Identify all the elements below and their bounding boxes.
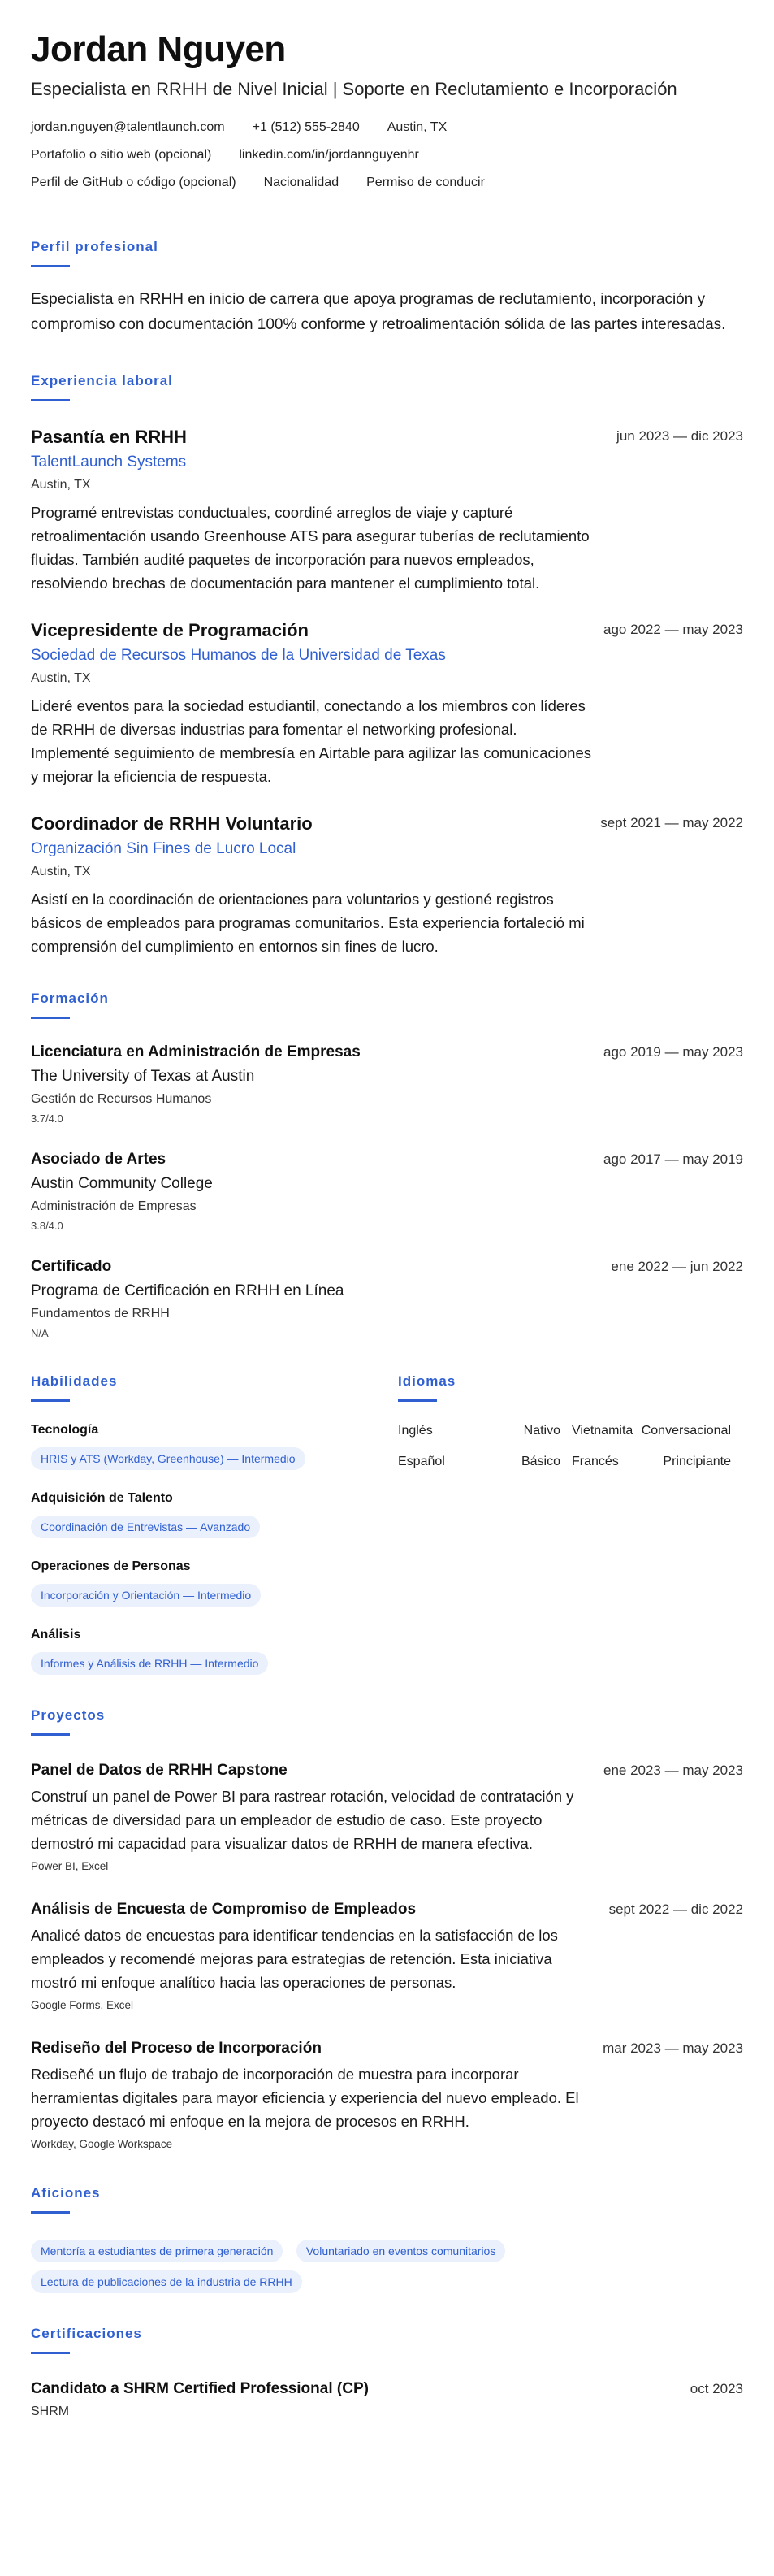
project-dates: mar 2023 — may 2023: [603, 2040, 743, 2056]
language-level: Principiante: [663, 1455, 731, 1468]
experience-location: Austin, TX: [31, 671, 91, 685]
experience-entry: [31, 426, 743, 595]
project-name: Panel de Datos de RRHH Capstone: [31, 1762, 288, 1779]
education-section: [31, 991, 743, 1341]
language-level: Básico: [521, 1455, 560, 1468]
experience-role: Vicepresidente de Programación: [31, 620, 309, 640]
section-rule: [31, 1017, 70, 1019]
language-level: Nativo: [523, 1424, 560, 1438]
section-rule: [31, 2352, 70, 2354]
skill-chip: Informes y Análisis de RRHH — Intermedio: [31, 1652, 268, 1675]
hobby-chip: Mentoría a estudiantes de primera generación: [31, 2240, 283, 2262]
skill-chip: Incorporación y Orientación — Intermedio: [31, 1584, 261, 1607]
education-entry: [31, 1149, 743, 1234]
contact-info: [31, 114, 599, 197]
contact-location: Austin, TX: [387, 120, 448, 134]
section-rule: [31, 265, 70, 267]
education-degree: Licenciatura en Administración de Empresas: [31, 1043, 361, 1060]
hobbies-list: [31, 2231, 746, 2293]
certifications-section: [31, 2326, 743, 2421]
profile-section: [31, 239, 743, 337]
language-name: Francés: [572, 1455, 619, 1468]
hobby-chip: Lectura de publicaciones de la industria de RRHH: [31, 2270, 302, 2293]
language-name: Vietnamita: [572, 1424, 633, 1438]
experience-section: [31, 373, 743, 958]
certification-entry: [31, 2379, 743, 2421]
experience-role: Coordinador de RRHH Voluntario: [31, 813, 313, 834]
contact-email[interactable]: jordan.nguyen@talentlaunch.com: [31, 120, 225, 134]
project-description: Analicé datos de encuestas para identificar tendencias en la satisfacción de los empleados y recomendé mejoras para estrategias de retención. Esta iniciativa mostró mi enfoque analítico hacia las operaciones de personas.: [31, 1927, 558, 1991]
contact-linkedin[interactable]: linkedin.com/in/jordannguyenhr: [239, 148, 419, 162]
candidate-headline: Especialista en RRHH de Nivel Inicial | Soporte en Reclutamiento e Incorporación: [31, 79, 677, 99]
project-dates: ene 2023 — may 2023: [603, 1763, 743, 1778]
education-degree: Asociado de Artes: [31, 1151, 166, 1168]
profile-section-title: Perfil profesional: [31, 239, 158, 254]
project-name: Rediseño del Proceso de Incorporación: [31, 2040, 322, 2057]
project-tech: Google Forms, Excel: [31, 1999, 134, 2011]
skill-group-name: Tecnología: [31, 1423, 99, 1437]
resume-header: [31, 29, 743, 197]
skills-section: [31, 1373, 398, 1675]
education-field: Fundamentos de RRHH: [31, 1307, 170, 1321]
contact-portfolio[interactable]: Portafolio o sitio web (opcional): [31, 148, 212, 162]
experience-organization: TalentLaunch Systems: [31, 453, 187, 471]
skill-group: [31, 1558, 398, 1607]
experience-organization: Organización Sin Fines de Lucro Local: [31, 840, 296, 857]
language-name: Inglés: [398, 1424, 433, 1438]
contact-nationality: Nacionalidad: [263, 176, 339, 189]
experience-dates: jun 2023 — dic 2023: [616, 428, 743, 444]
language-name: Español: [398, 1455, 445, 1468]
skill-group-name: Operaciones de Personas: [31, 1559, 191, 1573]
project-entry: [31, 2038, 743, 2153]
project-dates: sept 2022 — dic 2022: [608, 1902, 743, 1917]
skills-languages-row: [31, 1373, 743, 1675]
education-entry: [31, 1256, 743, 1341]
education-gpa: 3.7/4.0: [31, 1112, 63, 1125]
languages-grid: [398, 1421, 739, 1472]
skill-group-name: Adquisición de Talento: [31, 1491, 173, 1505]
education-field: Gestión de Recursos Humanos: [31, 1092, 212, 1106]
experience-dates: ago 2022 — may 2023: [603, 622, 743, 637]
language-level: Conversacional: [641, 1424, 731, 1438]
hobbies-section-title: Aficiones: [31, 2185, 101, 2201]
project-description: Rediseñé un flujo de trabajo de incorporación de muestra para incorporar herramientas digitales para mayor eficiencia y experiencia del nuevo empleado. El proyecto destacó mi enfoque en la mejora de procesos en RRHH.: [31, 2066, 579, 2130]
skill-group: [31, 1490, 398, 1538]
certifications-section-title: Certificaciones: [31, 2326, 142, 2341]
projects-section: [31, 1707, 743, 2153]
education-institution: The University of Texas at Austin: [31, 1068, 255, 1085]
candidate-name: Jordan Nguyen: [31, 29, 286, 69]
experience-entry: [31, 619, 743, 788]
project-tech: Power BI, Excel: [31, 1860, 109, 1872]
section-rule: [31, 1399, 70, 1402]
contact-phone[interactable]: +1 (512) 555-2840: [252, 120, 360, 134]
skills-section-title: Habilidades: [31, 1373, 118, 1389]
education-entry: [31, 1042, 743, 1126]
projects-section-title: Proyectos: [31, 1707, 106, 1723]
contact-github[interactable]: Perfil de GitHub o código (opcional): [31, 176, 236, 189]
experience-role: Pasantía en RRHH: [31, 427, 187, 447]
project-description: Construí un panel de Power BI para rastrear rotación, velocidad de contratación y métricas de diversidad para un empleador de estudio de caso. Este proyecto demostró mi capacidad para visualizar datos de RRHH de manera efectiva.: [31, 1788, 574, 1852]
languages-section: [398, 1373, 739, 1675]
education-section-title: Formación: [31, 991, 109, 1006]
experience-location: Austin, TX: [31, 478, 91, 492]
education-dates: ago 2019 — may 2023: [603, 1044, 743, 1060]
languages-section-title: Idiomas: [398, 1373, 456, 1389]
experience-description: Programé entrevistas conductuales, coordiné arreglos de viaje y capturé retroalimentación usando Greenhouse ATS para asegurar tuberías de reclutamiento fluidas. También audité paquetes de incorporación para nuevos empleados, resolviendo brechas de documentación para mantener el cumplimiento total.: [31, 504, 590, 592]
skill-group: [31, 1626, 398, 1675]
contact-driving-license: Permiso de conducir: [366, 176, 485, 189]
experience-description: Lideré eventos para la sociedad estudiantil, conectando a los miembros con líderes de RRHH de diversas industrias para fomentar el networking profesional. Implementé seguimiento de membresía en Airtable para agilizar las comunicaciones y mejorar la eficiencia de respuesta.: [31, 697, 591, 785]
profile-summary: Especialista en RRHH en inicio de carrera que apoya programas de reclutamiento, incorporación y compromiso con documentación 100% conforme y retroalimentación sólida de las partes interesadas.: [31, 291, 726, 333]
education-institution: Programa de Certificación en RRHH en Línea: [31, 1282, 344, 1299]
education-field: Administración de Empresas: [31, 1199, 197, 1213]
skill-chip: HRIS y ATS (Workday, Greenhouse) — Intermedio: [31, 1447, 305, 1470]
experience-section-title: Experiencia laboral: [31, 373, 173, 388]
education-gpa: 3.8/4.0: [31, 1220, 63, 1232]
section-rule: [31, 399, 70, 401]
certification-date: oct 2023: [690, 2381, 743, 2396]
project-tech: Workday, Google Workspace: [31, 2138, 173, 2150]
experience-description: Asistí en la coordinación de orientaciones para voluntarios y gestioné registros básicos de empleados para programas comunitarios. Esta experiencia fortaleció mi comprensión del cumplimiento en entornos sin fines de lucro.: [31, 891, 585, 955]
hobby-chip: Voluntariado en eventos comunitarios: [296, 2240, 505, 2262]
skill-group: [31, 1421, 398, 1470]
section-rule: [31, 2211, 70, 2214]
education-gpa: N/A: [31, 1327, 49, 1339]
experience-entry: [31, 813, 743, 958]
project-name: Análisis de Encuesta de Compromiso de Empleados: [31, 1901, 417, 1918]
skill-group-name: Análisis: [31, 1628, 81, 1641]
education-institution: Austin Community College: [31, 1175, 213, 1192]
experience-location: Austin, TX: [31, 865, 91, 878]
hobbies-section: [31, 2185, 743, 2293]
skill-chip: Coordinación de Entrevistas — Avanzado: [31, 1516, 260, 1538]
experience-dates: sept 2021 — may 2022: [600, 815, 743, 830]
section-rule: [398, 1399, 437, 1402]
project-entry: [31, 1760, 743, 1875]
certification-name: Candidato a SHRM Certified Professional (CP): [31, 2380, 369, 2397]
education-dates: ene 2022 — jun 2022: [611, 1259, 743, 1274]
section-rule: [31, 1733, 70, 1736]
experience-organization: Sociedad de Recursos Humanos de la Universidad de Texas: [31, 647, 446, 664]
education-degree: Certificado: [31, 1258, 112, 1275]
education-dates: ago 2017 — may 2019: [603, 1151, 743, 1167]
certification-issuer: SHRM: [31, 2405, 70, 2418]
project-entry: [31, 1899, 743, 2014]
